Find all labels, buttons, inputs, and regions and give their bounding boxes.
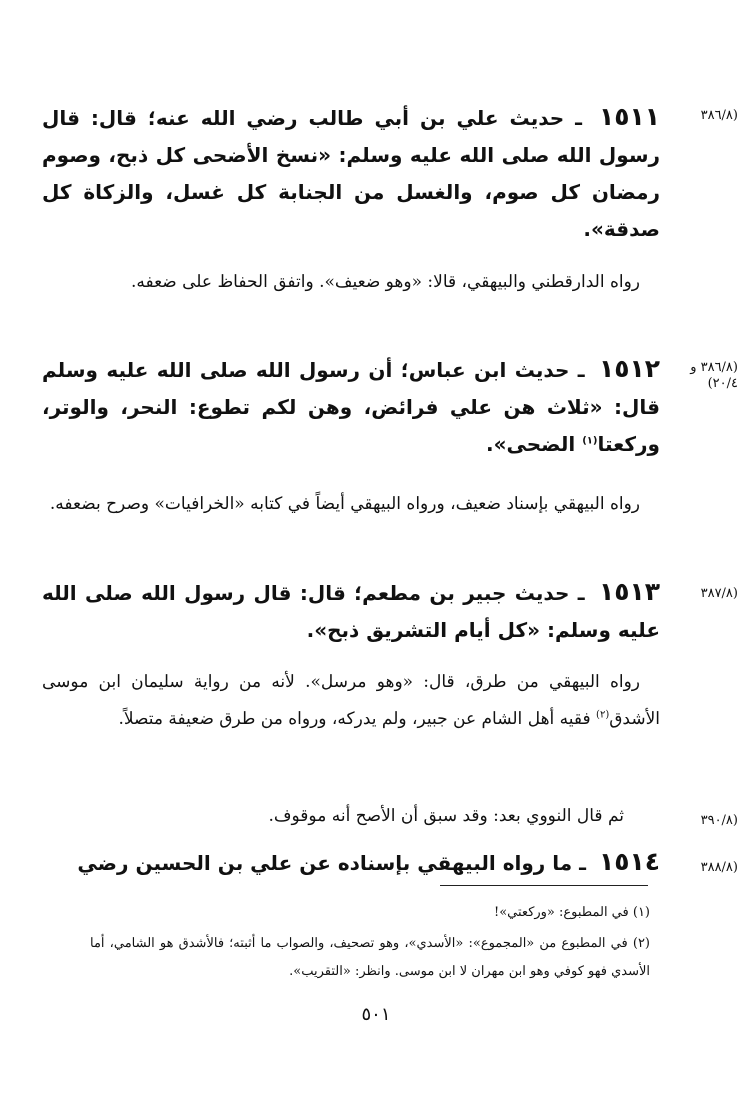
footnote: (١) في المطبوع: «وركعتي»! — [493, 905, 650, 920]
hadith-entry — [42, 573, 660, 649]
volume-page-reference: (٣٨٧/٨ — [700, 586, 738, 601]
hadith-commentary — [42, 664, 660, 738]
hadith-text: ـ حديث جبير بن مطعم؛ قال: قال رسول الله صلى الله عليه وسلم: «كل أيام التشريق ذبح». — [42, 581, 660, 642]
hadith-commentary: رواه البيهقي بإسناد ضعيف، ورواه البيهقي أيضاً في كتابه «الخرافيات» وصرح بضعفه. — [49, 494, 640, 514]
hadith-number: ١٥١٤ — [598, 847, 660, 876]
hadith-entry — [42, 98, 660, 248]
hadith-number: ١٥١٣ — [598, 577, 660, 606]
hadith-commentary: ثم قال النووي بعد: وقد سبق أن الأصح أنه موقوف. — [268, 806, 624, 826]
hadith-entry — [42, 843, 660, 882]
commentary-text: فقيه أهل الشام عن جبير، ولم يدركه، ورواه من طرق ضعيفة متصلاً. — [118, 709, 591, 729]
hadith-text: ـ حديث ابن عباس؛ أن رسول الله صلى الله عليه وسلم قال: «ثلاث هن علي فرائض، وهن لكم تطوع: النحر، والوتر، وركعتا — [42, 358, 660, 456]
volume-page-reference: (٣٨٦/٨ — [700, 108, 738, 123]
hadith-number: ١٥١٢ — [598, 354, 660, 383]
hadith-text: ـ حديث علي بن أبي طالب رضي الله عنه؛ قال: قال رسول الله صلى الله عليه وسلم: «نسخ الأضحى كل ذبح، وصوم رمضان كل صوم، والغسل من الجنابة كل غسل، والزكاة كل صدقة». — [42, 106, 660, 241]
volume-page-reference: (٣٩٠/٨ — [700, 813, 738, 828]
footnote-mark: (١) — [582, 435, 598, 447]
footnote-mark: (٢) — [596, 709, 610, 721]
hadith-text: الضحى». — [485, 432, 576, 456]
footnote-separator — [440, 885, 648, 886]
commentary-text: رواه البيهقي من طرق، قال: «وهو مرسل». لأنه من رواية سليمان ابن موسى الأشدق — [42, 672, 660, 729]
hadith-text: ـ ما رواه البيهقي بإسناده عن علي بن الحسين رضي — [77, 851, 586, 875]
footnote: (٢) في المطبوع من «المجموع»: «الأسدي»، وهو تصحيف، والصواب ما أثبته؛ فالأشدق هو الشامي، أما الأسدي فهو كوفي وهو ابن مهران لا ابن موسى. وانظر: «التقريب». — [90, 936, 650, 979]
page-number: ٥٠١ — [361, 1004, 391, 1025]
hadith-number: ١٥١١ — [598, 102, 660, 131]
hadith-entry — [42, 350, 660, 463]
hadith-commentary: رواه الدارقطني والبيهقي، قالا: «وهو ضعيف». واتفق الحفاظ على ضعفه. — [130, 272, 640, 292]
volume-page-reference: (٣٨٦/٨ و ٢٠/٤) — [690, 360, 738, 391]
volume-page-reference: (٣٨٨/٨ — [700, 860, 738, 875]
